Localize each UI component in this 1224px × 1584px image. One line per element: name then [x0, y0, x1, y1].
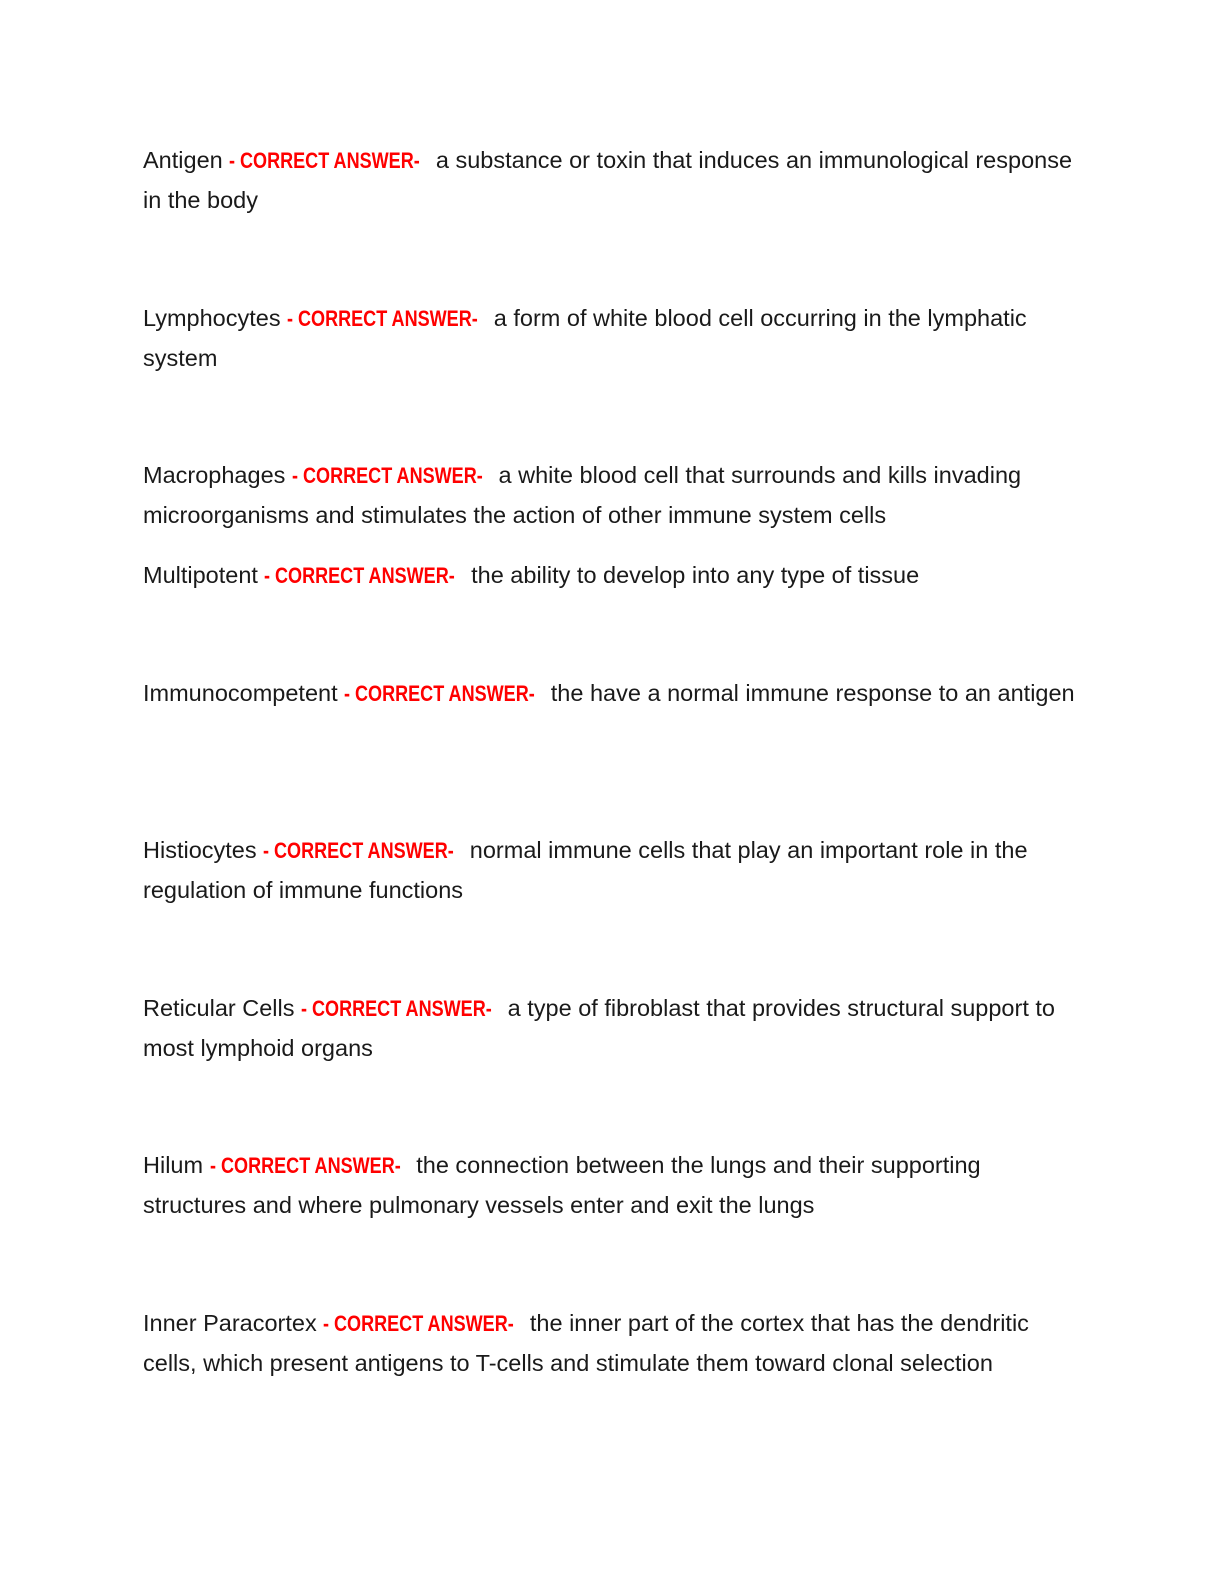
definition: the connection between the lungs and their supporting structures and where pulmonary vessels enter and exit the lungs [143, 1152, 981, 1218]
flashcard-entry [143, 456, 1083, 535]
definition: the inner part of the cortex that has the dendritic cells, which present antigens to T-cells and stimulate them toward clonal selection [143, 1310, 1029, 1376]
term: Histiocytes [143, 837, 257, 863]
definition: the ability to develop into any type of tissue [471, 562, 920, 588]
correct-answer-marker: - CORRECT ANSWER- [344, 681, 535, 706]
correct-answer-marker: - CORRECT ANSWER- [263, 838, 454, 863]
correct-answer-marker: - CORRECT ANSWER- [301, 996, 492, 1021]
definition: normal immune cells that play an important role in the regulation of immune functions [143, 837, 1028, 903]
flashcard-entry [143, 831, 1083, 910]
term: Multipotent [143, 562, 258, 588]
term: Antigen [143, 147, 223, 173]
correct-answer-marker: - CORRECT ANSWER- [291, 463, 483, 488]
definition: a white blood cell that surrounds and kills invading microorganisms and stimulates the action of other immune system cells [143, 462, 1022, 528]
term: Inner Paracortex [143, 1310, 317, 1336]
flashcard-entry [143, 1304, 1083, 1383]
flashcard-entry [143, 556, 1083, 596]
flashcard-entry [143, 1146, 1083, 1225]
flashcard-entry [143, 141, 1083, 220]
term: Hilum [143, 1152, 204, 1178]
term: Immunocompetent [143, 680, 338, 706]
term: Reticular Cells [143, 995, 295, 1021]
flashcard-entry [143, 674, 1083, 714]
flashcard-entry [143, 989, 1083, 1068]
correct-answer-marker: - CORRECT ANSWER- [209, 1153, 401, 1178]
flashcard-entry [143, 299, 1083, 378]
definition: the have a normal immune response to an antigen [550, 680, 1075, 706]
correct-answer-marker: - CORRECT ANSWER- [287, 306, 478, 331]
term: Lymphocytes [143, 305, 281, 331]
definition: a substance or toxin that induces an immunological response in the body [143, 147, 1073, 213]
correct-answer-marker: - CORRECT ANSWER- [264, 563, 456, 588]
definition: a form of white blood cell occurring in the lymphatic system [143, 305, 1027, 371]
term: Macrophages [143, 462, 286, 488]
definition: a type of fibroblast that provides structural support to most lymphoid organs [143, 995, 1055, 1061]
correct-answer-marker: - CORRECT ANSWER- [229, 148, 420, 173]
correct-answer-marker: - CORRECT ANSWER- [323, 1311, 515, 1336]
